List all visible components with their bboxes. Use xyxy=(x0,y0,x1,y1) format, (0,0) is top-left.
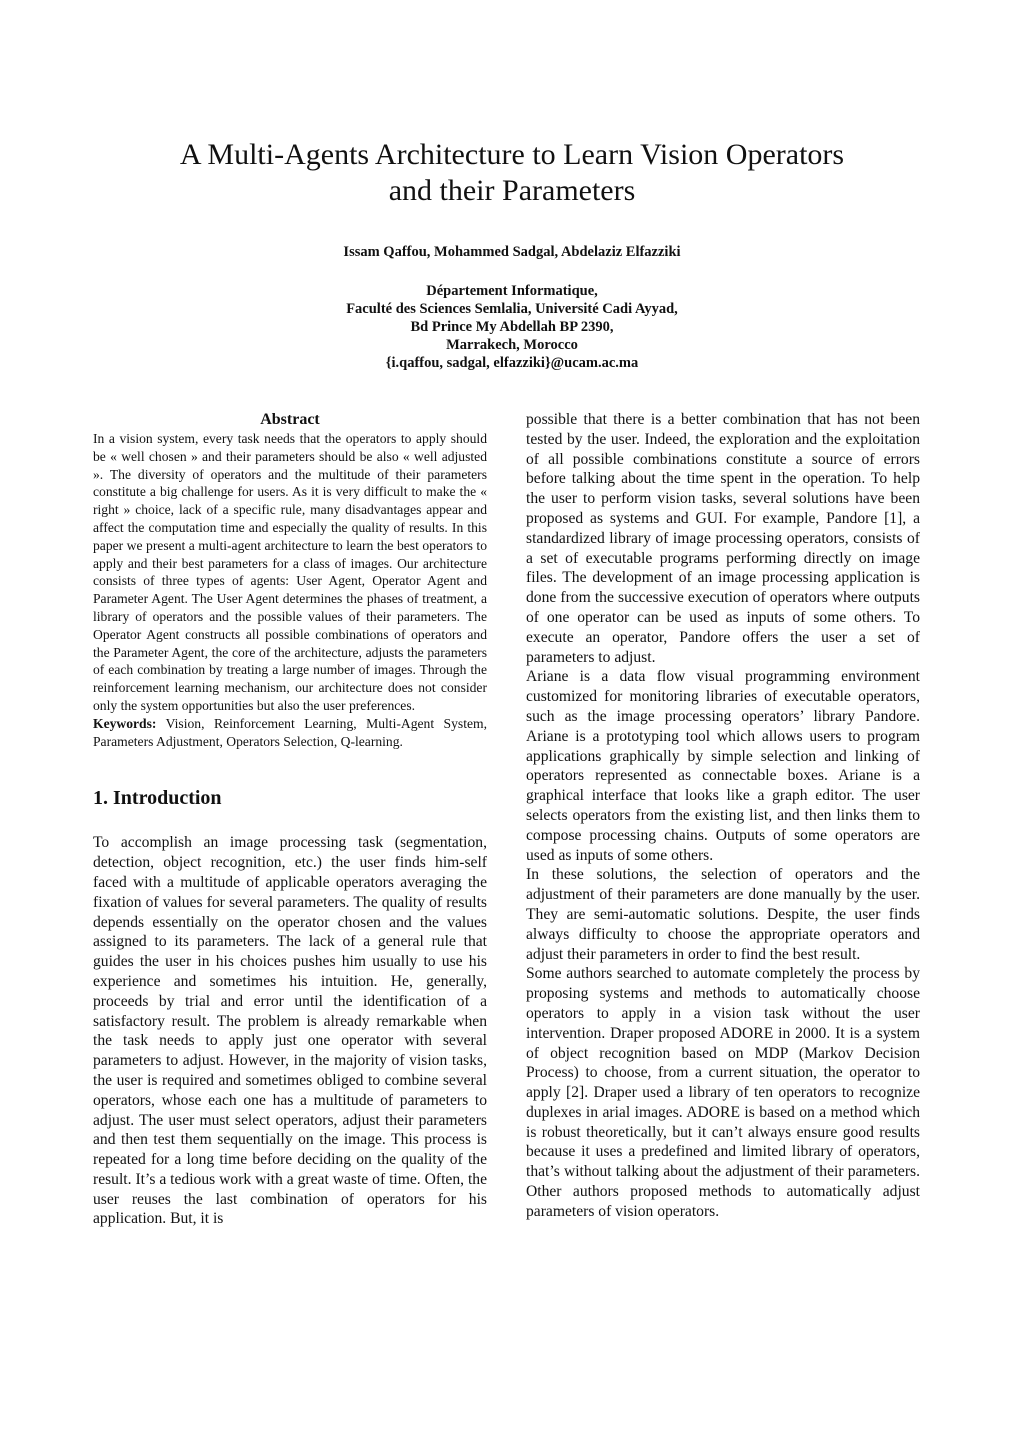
paper-title-line-1: A Multi-Agents Architecture to Learn Vision Operators xyxy=(179,138,845,171)
abstract-heading: Abstract xyxy=(260,411,320,428)
introduction-heading: 1. Introduction xyxy=(93,787,222,810)
left-column xyxy=(93,410,487,1229)
paper-title-line-2: and their Parameters xyxy=(388,174,636,207)
keywords-text: Vision, Reinforcement Learning, Multi-Agent System, Parameters Adjustment, Operators Selection, Q-learning. xyxy=(93,715,487,749)
affiliation-department: Département Informatique, xyxy=(426,283,598,299)
abstract-body: In a vision system, every task needs that the operators to apply should be « well chosen » and their parameters should be also « well adjusted ». The diversity of operators and the multitude of their parameters constitute a big challenge for users. As it is very difficult to make the « right » choice, lack of a specific rule, many disadvantages appear and affect the computation time and especially the quality of results. In this paper we present a multi-agent architecture to learn the best operators to apply and their best parameters for a class of images. Our architecture consists of three types of agents: User Agent, Operator Agent and Parameter Agent. The User Agent determines the phases of treatment, a library of operators and the possible values of their parameters. The Operator Agent constructs all possible combinations of operators and the Parameter Agent, the core of the architecture, adjusts the parameters of each combination by treating a large number of images. Through the reinforcement learning mechanism, our architecture does not consider only the system opportunities but also the user preferences. xyxy=(93,431,487,713)
right-column xyxy=(526,410,920,1222)
affiliation-city: Marrakech, Morocco xyxy=(446,337,578,353)
affiliation-block xyxy=(60,282,964,372)
paper-title xyxy=(60,137,964,209)
affiliation-faculty: Faculté des Sciences Semlalia, Université Cadi Ayyad, xyxy=(346,301,678,317)
affiliation-emails: {i.qaffou, sadgal, elfazziki}@ucam.ac.ma xyxy=(385,355,639,371)
affiliation-street: Bd Prince My Abdellah BP 2390, xyxy=(410,319,614,335)
keywords-label: Keywords: xyxy=(93,715,157,731)
author-list: Issam Qaffou, Mohammed Sadgal, Abdelaziz Elfazziki xyxy=(343,244,681,260)
keywords-line xyxy=(93,715,487,751)
paragraph-ariane: Ariane is a data flow visual programming environment customized for monitoring libraries of executable operators, such as the image processing operators’ library Pandore. Ariane is a prototyping tool which allows users to program applications graphically by simple selection and linking of operators represented as connectable boxes. Ariane is a graphical interface that looks like a graph editor. The user selects operators from the existing list, and then links them to compose processing chains. Outputs of some operators are used as inputs of some others. xyxy=(526,668,920,864)
paragraph-pandore: possible that there is a better combination that has not been tested by the user. Indeed, the exploration and the exploitation of all possible combinations constitute a source of errors before talking about the time spent in the operation. To help the user to perform vision tasks, several solutions have been proposed as systems and GUI. For example, Pandore [1], a standardized library of image processing operators, consists of a set of executable programs performing directly on image files. The development of an image processing application is done from the successive execution of operators where outputs of one operator can be used as inputs of some others. To execute an operator, Pandore offers the user a set of parameters to adjust. xyxy=(526,411,920,666)
introduction-body: To accomplish an image processing task (segmentation, detection, object recognition, etc.) the user finds him-self faced with a multitude of applicable operators averaging the fixation of values for several parameters. The quality of results depends essentially on the operator chosen and the values assigned to its parameters. The lack of a general rule that guides the user in his choices pushes him usually to use his experience and sometimes his intuition. He, generally, proceeds by trial and error until the identification of a satisfactory result. The problem is already remarkable when the task needs to apply just one operator with several parameters to adjust. However, in the majority of vision tasks, the user is required and sometimes obliged to combine several operators, whose each one has a multitude of parameters to adjust. The user must select operators, adjust their parameters and then test them sequentially on the image. This process is repeated for a long time before deciding on the quality of the result. It’s a tedious work with a great waste of time. Often, the user reuses the last combination of operators for his application. But, it is xyxy=(93,834,487,1228)
paragraph-semi-automatic: In these solutions, the selection of operators and the adjustment of their parameters are done manually by the user. They are semi-automatic solutions. Despite, the user finds always difficulty to choose the appropriate operators and adjust their parameters in order to find the best result. xyxy=(526,866,920,963)
paragraph-automation: Some authors searched to automate completely the process by proposing systems and methods to automatically choose operators to apply in a vision task without the user intervention. Draper proposed ADORE in 2000. It is a system of object recognition based on MDP (Markov Decision Process) to choose, from a current situation, the operator to apply [2]. Draper used a library of ten operators to recognize duplexes in arial images. ADORE is based on a method which is robust theoretically, but it can’t always ensure good results because it uses a predefined and limited library of operators, that’s without talking about the adjustment of their parameters. Other authors proposed methods to automatically adjust parameters of vision operators. xyxy=(526,965,920,1220)
